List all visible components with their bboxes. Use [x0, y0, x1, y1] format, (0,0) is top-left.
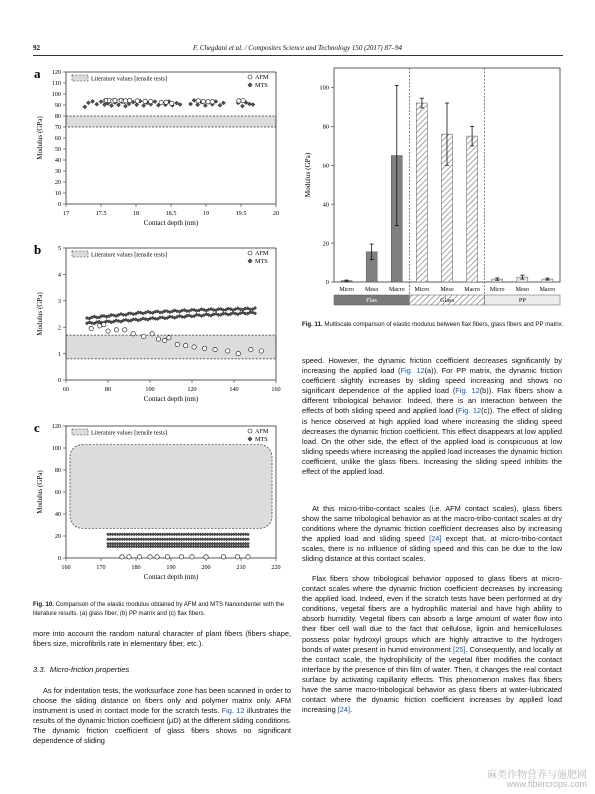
fig10-caption	[33, 601, 291, 618]
text-run: At this micro-tribo-contact scales (i.e. AFM contact scales), glass fibers show the same tribological behavior as at the macro-tribo-contact scales at dry conditions where the dynamic friction coefficient decreases also by increasing the applied load and sliding speed	[302, 504, 562, 544]
text-run: (c)). The effect of sliding is hence observed at high applied load where increasing the sliding speed decreases the dynamic friction coefficient. This effect disappears at low applied load. On the other side, the effect of the applied load is conspicuous at low sliding speeds where increasing the applied load increases the dynamic friction coefficient, unlike the glass fibers. Increasing the sliding speed inhibits the effect of the applied load.	[302, 406, 562, 477]
x-tick-label: 20	[272, 210, 280, 217]
x-tick-label: 180	[131, 564, 141, 571]
afm-point	[150, 332, 154, 336]
afm-point	[236, 351, 240, 355]
right-paragraph-1	[302, 356, 562, 477]
panel-letter: c	[34, 420, 40, 435]
category-label: Meso	[440, 287, 454, 293]
afm-point	[235, 555, 239, 559]
ref-24-link[interactable]: [24]	[337, 705, 351, 715]
section-heading	[33, 665, 129, 674]
mts-point	[203, 104, 207, 108]
y-axis-label: Modulus (GPa)	[36, 292, 44, 336]
ref-24-link[interactable]: [24]	[429, 534, 442, 544]
legend-label-mts: MTS	[255, 82, 268, 90]
y-tick-label: 20	[54, 533, 61, 541]
mts-point	[91, 99, 95, 103]
y-tick-label: 1	[57, 350, 61, 358]
x-tick-label: 60	[62, 386, 70, 393]
text-run: (b)). Flax fibers show a different tribological behavior. Indeed, there is an interaction between the effects of both sliding speed and applied load (	[302, 386, 562, 416]
y-tick-label: 80	[322, 123, 329, 131]
afm-point	[249, 347, 253, 351]
afm-point	[164, 100, 168, 104]
mts-point	[83, 105, 87, 109]
category-label: Macro	[464, 287, 480, 293]
left-paragraph-continued: more into account the random natural character of plant fibers (fibers shape, fibers size, microfibrils rate in elementary fiber, etc.).	[33, 629, 291, 649]
y-tick-label: 110	[51, 80, 61, 88]
afm-point	[137, 555, 141, 559]
mts-point	[153, 100, 157, 104]
mts-point	[142, 104, 146, 108]
y-tick-label: 40	[54, 157, 61, 165]
text-run: speed. However, the dynamic friction coefficient decreases significantly by increasing the applied load (	[302, 356, 562, 376]
fig10-caption-label: Fig. 10.	[33, 601, 54, 608]
x-tick-label: 200	[201, 564, 211, 571]
afm-point	[184, 343, 188, 347]
mts-point	[196, 103, 200, 107]
legend-marker-afm	[248, 75, 252, 79]
mts-point	[110, 104, 114, 108]
x-axis-label: Contact depth (nm)	[143, 219, 199, 227]
legend-marker-mts	[248, 259, 252, 263]
afm-point	[163, 338, 167, 342]
afm-point	[148, 555, 152, 559]
y-tick-label: 30	[54, 168, 61, 176]
text-run: As for indentation tests, the worksurface zone has been scanned in order to choose the sliding distance on fibers only and polymer matrix only. AFM instrument is used in contact mode for the scratch tests.	[33, 686, 291, 716]
text-run: Flax fibers show tribological behavior opposed to glass fibers at micro-contact scales where the dynamic friction coefficient decreases by increasing the applied load. Indeed, even if the scratch tests have been performed at dry conditions, vegetal fibers are a hydrophilic material and have high ability to absorb humidity. Vegetal fibers can absorb a large amount of water flow into their fiber cell wall due to the fact that cellulose, lignin and hemicelluloses possess polar hydroxyl groups which are highly attractive to the hydrogen bonds of water present in humid environment	[302, 574, 562, 654]
legend-label-mts: MTS	[255, 436, 268, 444]
afm-point	[196, 99, 200, 103]
fig12-link[interactable]: Fig. 12	[400, 366, 425, 376]
category-label: Meso	[364, 287, 379, 293]
mts-point	[247, 542, 250, 545]
y-tick-label: 100	[319, 84, 329, 92]
y-axis-label: Modulus (GPa)	[36, 116, 44, 160]
y-tick-label: 4	[57, 271, 61, 279]
fig12-link[interactable]: Fig. 12	[455, 386, 480, 396]
mts-point	[222, 101, 226, 105]
chart-panel-b	[30, 238, 292, 410]
afm-point	[204, 555, 208, 559]
legend-marker-mts	[248, 83, 252, 87]
y-tick-label: 90	[54, 102, 61, 110]
left-paragraph-friction	[33, 686, 291, 747]
literature-range-band	[66, 116, 276, 127]
afm-point	[201, 99, 205, 103]
afm-point	[221, 555, 225, 559]
mts-point	[117, 103, 121, 107]
legend-marker-mts	[248, 437, 252, 441]
y-tick-label: 100	[51, 91, 61, 99]
afm-point	[206, 100, 210, 104]
right-paragraph-3	[302, 574, 562, 715]
y-tick-label: 80	[54, 467, 61, 475]
afm-point	[123, 99, 127, 103]
group-label: PP	[518, 297, 526, 305]
afm-point	[143, 99, 147, 103]
afm-point	[89, 326, 93, 330]
right-paragraph-2	[302, 504, 562, 565]
x-tick-label: 80	[104, 386, 112, 393]
legend-label-afm: AFM	[255, 428, 269, 436]
chart-panel-a	[30, 62, 292, 234]
afm-point	[165, 555, 169, 559]
afm-point	[102, 322, 106, 326]
category-label: Micro	[339, 287, 354, 293]
category-label: Macro	[539, 287, 556, 293]
fig11-caption-text: Multiscale comparison of elastic modulus between flax fibers, glass fibers and PP matrix.	[324, 321, 564, 328]
fig12-link[interactable]: Fig. 12	[221, 706, 245, 716]
mts-point	[247, 538, 250, 541]
mts-point	[247, 533, 250, 536]
y-tick-label: 0	[57, 201, 61, 209]
y-tick-label: 3	[57, 298, 61, 305]
chart-fig11	[300, 62, 570, 314]
y-tick-label: 10	[54, 190, 61, 198]
y-tick-label: 60	[54, 135, 61, 143]
y-tick-label: 0	[325, 279, 329, 287]
mts-point	[240, 104, 244, 108]
y-tick-label: 2	[57, 324, 61, 332]
afm-point	[131, 332, 135, 336]
afm-point	[128, 98, 132, 102]
mts-point	[218, 103, 222, 107]
x-tick-label: 160	[271, 386, 281, 393]
x-tick-label: 100	[145, 386, 155, 393]
mts-point	[189, 102, 193, 106]
y-tick-label: 100	[51, 445, 61, 453]
header-rule	[33, 55, 563, 56]
afm-point	[170, 101, 174, 105]
afm-point	[97, 324, 101, 328]
x-tick-label: 120	[187, 386, 197, 393]
text-run: (a)). For PP matrix, the dynamic friction coefficient slightly increases by sliding speed increasing and shows no significant dependence of the applied load (	[302, 366, 562, 396]
mts-point	[124, 104, 128, 108]
x-tick-label: 17.5	[95, 210, 107, 217]
legend-label-literature: Literature values [tensile tests]	[91, 75, 168, 83]
y-tick-label: 40	[322, 201, 329, 209]
legend-swatch-literature	[72, 251, 88, 257]
section-number: 3.3.	[33, 665, 46, 674]
afm-point	[155, 555, 159, 559]
chart-panel-c	[30, 416, 292, 588]
group-label: Flax	[366, 297, 378, 305]
mts-point	[99, 100, 103, 104]
x-tick-label: 17	[62, 210, 70, 217]
y-tick-label: 120	[51, 69, 61, 77]
fig11-caption-label: Fig. 11.	[302, 321, 323, 328]
legend-label-afm: AFM	[255, 74, 269, 82]
mts-point	[86, 101, 90, 105]
y-tick-label: 5	[57, 245, 61, 253]
afm-point	[149, 99, 153, 103]
y-tick-label: 0	[57, 555, 61, 563]
x-tick-label: 220	[271, 564, 281, 571]
fig10-caption-text: Comparison of the elastic modulus obtained by AFM and MTS Nanoindenter with the literature results. (a) glass fiber, (b) PP matrix and (c) flax fibers.	[33, 601, 285, 617]
legend-label-afm: AFM	[255, 250, 269, 258]
afm-point	[127, 555, 131, 559]
ref-25-link[interactable]: [25]	[453, 644, 466, 654]
y-tick-label: 70	[54, 124, 61, 132]
category-label: Micro	[414, 287, 430, 293]
mts-point	[251, 103, 255, 107]
afm-point	[159, 100, 163, 104]
y-tick-label: 80	[54, 113, 61, 121]
y-tick-label: 20	[322, 240, 329, 248]
watermark-url: www.fibercrops.com	[506, 779, 587, 789]
afm-point	[246, 555, 250, 559]
mts-point	[192, 98, 196, 102]
literature-range-band	[70, 445, 272, 529]
x-tick-label: 19	[202, 210, 210, 217]
mts-point	[95, 102, 99, 106]
y-tick-label: 60	[322, 162, 329, 170]
category-label: Meso	[515, 287, 530, 293]
group-label: Glass	[440, 297, 454, 305]
panel-letter: a	[34, 66, 41, 81]
afm-point	[120, 555, 124, 559]
text-run: illustrates the results of the dynamic friction coefficient (μD) at the different sliding conditions. The dynamic friction coefficient of glass fibers shows no significant dependence of sliding	[33, 706, 291, 746]
legend-label-literature: Literature values [tensile tests]	[91, 429, 168, 437]
y-tick-label: 40	[54, 511, 61, 519]
afm-point	[179, 555, 183, 559]
x-axis-label: Contact depth (nm)	[143, 573, 199, 581]
bar	[416, 103, 427, 282]
afm-point	[123, 328, 127, 332]
x-tick-label: 19.5	[235, 210, 247, 217]
afm-point	[241, 99, 245, 103]
legend-label-literature: Literature values [tensile tests]	[91, 251, 168, 259]
legend-label-mts: MTS	[255, 258, 268, 266]
x-tick-label: 190	[166, 564, 176, 571]
afm-point	[190, 555, 194, 559]
afm-point	[237, 99, 241, 103]
afm-point	[167, 336, 171, 340]
afm-point	[113, 98, 117, 102]
afm-point	[175, 342, 179, 346]
afm-point	[210, 100, 214, 104]
watermark-cn: 麻类作物营养与施肥网	[487, 770, 587, 781]
legend-swatch-literature	[72, 429, 88, 435]
plot-frame	[66, 72, 276, 204]
y-tick-label: 20	[54, 179, 61, 187]
y-tick-label: 60	[54, 489, 61, 497]
category-label: Macro	[388, 287, 405, 293]
x-axis-label: Contact depth (nm)	[143, 395, 199, 403]
text-run: except that, at micro-tribo-contact scales, there is no influence of sliding speed and this can be due to the low sliding distance at this contact scales.	[302, 534, 562, 564]
afm-point	[202, 346, 206, 350]
afm-point	[135, 99, 139, 103]
x-tick-label: 160	[61, 564, 71, 571]
afm-point	[259, 349, 263, 353]
legend-marker-afm	[248, 429, 252, 433]
x-tick-label: 140	[229, 386, 239, 393]
section-title: Micro-friction properties	[49, 665, 130, 674]
y-tick-label: 0	[57, 377, 61, 385]
panel-letter: b	[34, 242, 42, 257]
legend-marker-afm	[248, 251, 252, 255]
y-axis-label: Modulus (GPa)	[36, 470, 44, 514]
x-tick-label: 18	[132, 210, 140, 217]
afm-point	[114, 328, 118, 332]
afm-point	[156, 337, 160, 341]
legend-swatch-literature	[72, 75, 88, 81]
category-label: Micro	[489, 287, 505, 293]
x-tick-label: 170	[96, 564, 106, 571]
text-run: . Consequently, and locally at the contact scale, the hydrophilicity of the vegetal fiber modifies the contact interface by the presence of thin film of water. Then, it changes the real contact surface by activating capillarity effects. This phenomenon makes flax fibers have the same macro-tribological behavior as glass fibers at water-lubricated contact where the dynamic friction coefficient increases by applied load increasing	[302, 644, 562, 715]
afm-point	[192, 345, 196, 349]
page-number: 92	[33, 44, 40, 52]
afm-point	[226, 349, 230, 353]
x-tick-label: 18.5	[165, 210, 177, 217]
fig12-link[interactable]: Fig. 12	[458, 406, 482, 416]
afm-point	[142, 334, 146, 338]
afm-point	[106, 329, 110, 333]
y-axis-label: Modulus (GPa)	[304, 152, 312, 198]
text-run: .	[350, 705, 353, 715]
running-header: F. Chegdani et al. / Composites Science and Technology 150 (2017) 87–94	[192, 44, 402, 52]
x-tick-label: 210	[236, 564, 246, 571]
bar	[467, 136, 478, 282]
fig11-caption	[302, 321, 564, 330]
y-tick-label: 120	[51, 423, 61, 431]
afm-point	[213, 347, 217, 351]
y-tick-label: 50	[54, 146, 61, 154]
